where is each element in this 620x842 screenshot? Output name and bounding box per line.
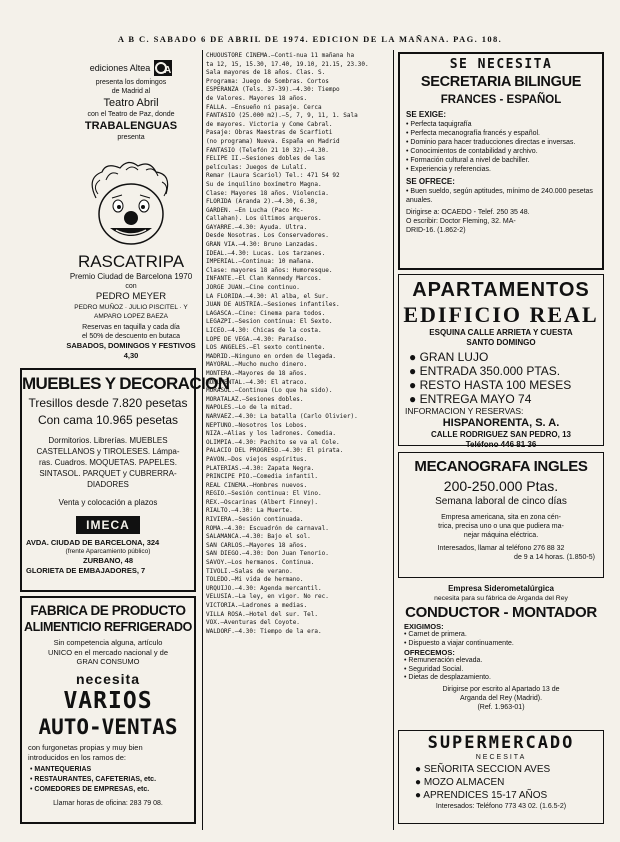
secretary-req-5: • Formación cultural a nivel de bachiller. xyxy=(406,157,530,164)
ad-typist xyxy=(398,452,604,578)
listing-line: MONTERA.—Mayores de 18 años. xyxy=(206,369,308,377)
conductor-offer-3: • Dietas de desplazamiento. xyxy=(404,674,491,681)
listing-line: VELUSIA.—La ley, en vigor. No rec. xyxy=(206,593,329,601)
listing-line: FALLA. —Ensueño ni pasaje. Cerca xyxy=(206,103,322,111)
conductor-offer-head: OFRECEMOS: xyxy=(404,648,455,657)
secretary-offer-head: SE OFRECE: xyxy=(406,177,455,186)
conductor-req-2: • Dispuesto a viajar continuamente. xyxy=(404,639,514,647)
listing-line: MORATALAZ.—Sesiones dobles. xyxy=(206,395,304,403)
listing-line: REX.—Oscarinas (Albert Finney). xyxy=(206,498,318,506)
listing-line: ESPERANZA (Tels. 37-39).—4.30: Tiempo xyxy=(206,86,340,94)
secretary-req-6: • Experiencia y referencias. xyxy=(406,166,491,173)
play-schedule: SABADOS, DOMINGOS Y FESTIVOS 4,30 xyxy=(66,341,196,360)
listing-line: Clase: mayores 18 años: Humoresque. xyxy=(206,266,333,274)
apartments-bullet-1: ● GRAN LUJO xyxy=(409,350,489,364)
cinema-listings xyxy=(206,52,390,836)
listing-line: PRINCIPE PIO.—Comedia infantil. xyxy=(206,473,318,481)
furniture-address-2: (frente Aparcamiento público) xyxy=(65,548,151,555)
typist-contact-2: de 9 a 14 horas. (1.850-5) xyxy=(514,554,595,561)
play-prize: Premio Ciudad de Barcelona 1970 xyxy=(69,272,193,281)
apartments-bullet-4: ● ENTREGA MAYO 74 xyxy=(409,392,532,406)
listing-line: Desde Nosotras. Los Conservadores. xyxy=(206,232,329,240)
furniture-desc-2: CASTELLANOS y TIROLESES. Lámpa- xyxy=(36,447,180,456)
ad-factory xyxy=(20,596,196,824)
secretary-title: SECRETARIA BILINGUE xyxy=(420,74,582,90)
secretary-subtitle: FRANCES - ESPAÑOL xyxy=(440,94,562,106)
furniture-desc-4: SINTASOL. PARQUET y CUBRERRA- xyxy=(39,469,177,478)
column-divider-right xyxy=(393,50,394,830)
listing-line: FELIPE II.—Sesiones dobles de las xyxy=(206,155,326,163)
imeca-logo-text: IMECA xyxy=(86,518,130,532)
listing-line: Sala mayores de 18 años. Clas. S. xyxy=(206,69,326,77)
furniture-price-2: Con cama 10.965 pesetas xyxy=(37,413,179,427)
listing-line: WALDORF.—4.30: Tiempo de la era. xyxy=(206,627,322,635)
factory-title-2: ALIMENTICIO REFRIGERADO xyxy=(24,620,192,634)
conductor-contact-3: (Ref. 1.963-01) xyxy=(477,703,525,711)
factory-bullet-2: • RESTAURANTES, CAFETERIAS, etc. xyxy=(30,775,157,783)
listing-line: TIVOLI.—Salas de verano. xyxy=(206,567,293,575)
apartments-bullet-3: ● RESTO HASTA 100 MESES xyxy=(409,378,572,392)
listing-line: MADRID.—Ninguno en orden de llegada. xyxy=(206,352,337,360)
furniture-address-4: GLORIETA DE EMBAJADORES, 7 xyxy=(26,566,146,575)
listing-line: GRAN VIA.—4.30: Bruno Lanzadas. xyxy=(206,241,318,249)
furniture-desc-5: DIADORES xyxy=(87,480,129,489)
typist-contact-1: Interesados, llamar al teléfono 276 88 32 xyxy=(437,545,565,552)
apartments-address: CALLE RODRIGUEZ SAN PEDRO, 13 xyxy=(430,430,571,439)
theatre-presents: presenta xyxy=(117,134,145,141)
supermarket-title: SUPERMERCADO xyxy=(427,733,575,753)
listing-line: NEPTUNO.—Nosotros los Lobos. xyxy=(206,421,308,429)
theatre-name: Teatro Abril xyxy=(103,97,159,109)
secretary-req-1: • Perfecta taquigrafía xyxy=(406,121,472,128)
typist-desc-1: Empresa americana, sita en zona cén- xyxy=(441,514,561,521)
listing-line: GAYARRE.—4.30: Ayuda. Ultra. xyxy=(206,223,308,231)
listing-line: NAPOLES.—Lo de la mitad. xyxy=(206,404,293,412)
typist-week: Semana laboral de cinco días xyxy=(435,496,567,507)
listing-line: ta 12, 15, 15.30, 17.40, 19.10, 21.15, 23.30. xyxy=(206,60,369,68)
typist-desc-3: nejar máquina eléctrica. xyxy=(463,532,539,539)
typist-salary: 200-250.000 Ptas. xyxy=(443,478,559,494)
listing-line: PAVON.—Dos viejos espíritus. xyxy=(206,455,308,463)
listing-line: INFANTE.—El Clan Kennedy Marcos. xyxy=(206,275,322,283)
factory-intro-2: UNICO en el mercado nacional y de xyxy=(47,647,169,657)
secretary-req-2: • Perfecta mecanografía francés y español. xyxy=(406,130,540,137)
ad-furniture xyxy=(20,368,230,592)
furniture-price-1: Tresillos desde 7.820 pesetas xyxy=(28,396,188,410)
listing-line: ROMA.—4.30: Escuadrón de carnaval. xyxy=(206,524,329,532)
listing-line: REAL CINEMA.—Hombres nuevos. xyxy=(206,481,308,489)
factory-desc-2: introducidos en los ramos de: xyxy=(28,752,126,762)
secretary-contact-3: DRID-16. (1.862-2) xyxy=(406,227,466,234)
listing-line: de Valores. Mayores 18 años. xyxy=(206,94,308,102)
theatre-intro-1: presenta los domingos xyxy=(95,79,167,86)
listing-line: Programa: Juego de Sombras. Cortos xyxy=(206,77,329,85)
listing-line: Su de inquilino boxímetro Magna. xyxy=(206,180,322,188)
listing-line: REGIO.—Sesión continua: El Vino. xyxy=(206,490,322,498)
imeca-logo xyxy=(76,516,140,534)
conductor-offer-2: • Seguridad Social. xyxy=(404,665,464,673)
listing-line: URQUIJO.—4.30: Agenda mercantil. xyxy=(206,584,322,592)
factory-title-3: VARIOS xyxy=(63,687,153,714)
listing-line: LOS ANGELES.—El sexto continente. xyxy=(206,344,326,352)
furniture-address-3: ZURBANO, 48 xyxy=(82,556,133,565)
listing-line: MORASOL.—Continua (Lo que ha sido). xyxy=(206,387,333,395)
listing-line: NARVAEZ.—4.30: La batalla (Carlo Olivier). xyxy=(206,412,358,420)
listing-line: Pasaje: Obras Maestras de Scarfioti xyxy=(206,129,333,137)
conductor-contact-1: Dirigirse por escrito al Apartado 13 de xyxy=(442,685,560,693)
listing-line: PLATERIAS.—4.30: Zapata Negra. xyxy=(206,464,315,472)
secretary-req-head: SE EXIGE: xyxy=(406,110,447,119)
listing-line: SAN CARLOS.—Mayores 18 años. xyxy=(206,541,308,549)
listing-line: MAYORAL.—Mucho mucho dinero. xyxy=(206,361,308,369)
listing-line: GARDEN. —En Lucha (Paco Mc- xyxy=(206,206,304,214)
apartments-title-2: EDIFICIO REAL xyxy=(403,302,599,327)
secretary-top: SE NECESITA xyxy=(449,57,553,72)
clown-illustration xyxy=(76,158,186,250)
listing-line: CHUOUSTORE CINEMA.—Conti-nua 11 mañana ha xyxy=(206,52,355,59)
listing-line: OLIMPIA.—4.30: Pachito se va al Cole. xyxy=(206,438,340,446)
listing-line: Remar (Laura Scariol) Tel.: 471 54 92 xyxy=(206,172,340,180)
page-header: A B C. SABADO 6 DE ABRIL DE 1974. EDICION DE LA MAÑANA. PAG. 108. xyxy=(117,34,503,44)
typist-title: MECANOGRAFA INGLES xyxy=(414,458,588,475)
listing-line: RIALTO.—4.30: La Muerte. xyxy=(206,507,293,515)
listing-line: RIVIERA.—Sesión continuada. xyxy=(206,516,304,524)
furniture-desc-1: Dormitorios. Librerías. MUEBLES xyxy=(48,436,168,445)
listing-line: FANTASIO (Telefón 21 10 32).—4.30. xyxy=(206,146,329,154)
play-cast: PEDRO MUÑOZ · JULIO PISCITEL · Y AMPARO LOPEZ BAEZA xyxy=(74,304,188,320)
listing-line: JORGE JUAN.—Cine continuo. xyxy=(206,284,300,292)
ad-apartments xyxy=(398,274,604,449)
listing-line: PALACIO DEL PROGRESO.—4.30: El pirata. xyxy=(206,447,344,455)
ad-secretary xyxy=(398,52,604,270)
factory-intro-3: GRAN CONSUMO xyxy=(76,657,140,666)
factory-contact: Llamar horas de oficina: 283 79 08. xyxy=(53,799,163,807)
supermarket-contact: Interesados: Teléfono 773 43 02. (1.6.5-2) xyxy=(435,803,567,810)
factory-bullet-3: • COMEDORES DE EMPRESAS, etc. xyxy=(30,785,150,793)
furniture-title: MUEBLES Y DECORACION xyxy=(22,374,230,393)
altea-logo-icon xyxy=(154,60,172,76)
conductor-intro: necesita para su fábrica de Arganda del Rey xyxy=(434,595,568,602)
secretary-req-3: • Dominio para hacer traducciones directas e inversas. xyxy=(406,139,576,146)
apartments-title-1: APARTAMENTOS xyxy=(412,279,590,301)
listing-line: SAVOY.—Los hermanos. Continua. xyxy=(206,559,315,567)
apartments-location-2: SANTO DOMINGO xyxy=(466,338,536,347)
play-with: con xyxy=(125,283,137,290)
apartments-bullet-2: ● ENTRADA 350.000 PTAS. xyxy=(409,364,561,378)
listing-line: VICTORIA.—Ladrones a medias. xyxy=(206,602,308,609)
listing-line: NIZA.—Alias y los ladrones. Comedia. xyxy=(206,430,337,438)
secretary-req-4: • Conocimientos de contabilidad y archivo. xyxy=(406,148,538,155)
listing-line: películas: Juegos de Lulalí. xyxy=(206,163,308,171)
play-lead: PEDRO MEYER xyxy=(95,291,167,302)
supermarket-bullet-2: ● MOZO ALMACEN xyxy=(415,777,505,788)
supermarket-bullet-3: ● APRENDICES 15-17 AÑOS xyxy=(415,790,548,801)
listing-line: LOPE DE VEGA.—4.30: Paraíso. xyxy=(206,335,308,343)
play-note: Reservas en taquilla y cada día xyxy=(82,324,180,331)
play-discount: el 50% de descuento en butaca xyxy=(81,333,181,340)
factory-desc-1: con furgonetas propias y muy bien xyxy=(28,742,143,752)
conductor-title: CONDUCTOR - MONTADOR xyxy=(405,604,597,621)
listing-line: Clase: Mayores 18 años. Violencia. xyxy=(206,189,329,197)
apartments-info: INFORMACION Y RESERVAS: xyxy=(405,406,524,416)
column-divider-left xyxy=(202,50,203,830)
secretary-contact-1: Dirigirse a: OCAEDO - Telef. 250 35 48. xyxy=(406,209,530,216)
listing-line: SALAMANCA.—4.30: Bajo el sol. xyxy=(206,533,311,541)
theatre-intro-3: con el Teatro de Paz, donde xyxy=(87,111,175,118)
apartments-location-1: ESQUINA CALLE ARRIETA Y CUESTA xyxy=(429,328,573,337)
publisher-name: ediciones Altea xyxy=(89,63,151,73)
play-title: RASCATRIPA xyxy=(77,252,185,271)
secretary-contact-2: O escribir: Doctor Fleming, 32. MA- xyxy=(406,218,516,225)
listing-line: de mayores. Victoria y Come Cabral. xyxy=(206,120,333,128)
conductor-req-1: • Carnet de primera. xyxy=(404,631,467,638)
furniture-address-1: AVDA. CIUDAD DE BARCELONA, 324 xyxy=(26,538,160,547)
supermarket-bullet-1: ● SEÑORITA SECCION AVES xyxy=(415,764,551,775)
listing-line: VOX.—Aventuras del Coyote. xyxy=(206,619,300,627)
listing-line: IMPERIAL.—Continua: 10 mañana. xyxy=(206,258,315,266)
supermarket-needs: NECESITA xyxy=(475,754,527,761)
ad-theatre-bottom xyxy=(60,252,202,386)
factory-bullet-1: • MANTEQUERIAS xyxy=(30,765,92,773)
conductor-offer-1: • Remuneración elevada. xyxy=(404,657,483,664)
factory-title-4: AUTO-VENTAS xyxy=(38,714,178,739)
conductor-contact-2: Arganda del Rey (Madrid). xyxy=(459,694,543,702)
listing-line: TOLEDO.—Mi vida de hermano. xyxy=(206,576,304,584)
ad-supermarket xyxy=(398,730,604,824)
listing-line: SAN DIEGO.—4.30: Don Juan Tenorio. xyxy=(206,550,329,558)
typist-desc-2: trica, precisa uno o una que pudiera ma- xyxy=(438,523,564,530)
furniture-terms: Venta y colocación a plazos xyxy=(58,498,158,507)
listing-line: FLORIDA (Aranda 2).—4.30, 6.30, xyxy=(206,198,318,206)
furniture-desc-3: ras. Cuadros. MOQUETAS. PAPELES. xyxy=(39,458,177,467)
svg-text:A: A xyxy=(164,65,172,76)
listing-line: LEGAZPI.—Sesion contínua: El Sexto. xyxy=(206,318,333,326)
listing-line: FANTASIO (25.000 m2).—5, 7, 9, 11, 1. Sala xyxy=(206,112,358,120)
conductor-req-head: EXIGIMOS: xyxy=(404,622,444,631)
ad-conductor xyxy=(398,584,604,724)
company-name: TRABALENGUAS xyxy=(84,120,178,132)
listing-line: IDEAL.—4.30: Lucas. Los tarzanes. xyxy=(206,249,326,257)
listing-line: LICEO.—4.30: Chicas de la costa. xyxy=(206,327,322,334)
factory-needs: necesita xyxy=(75,670,141,687)
listing-line: LAGASCA.—Cine: Cinema para todos. xyxy=(206,309,326,317)
factory-title-1: FABRICA DE PRODUCTO xyxy=(30,603,186,618)
conductor-company: Empresa Siderometalúrgica xyxy=(448,584,554,593)
listing-line: MONUMENTAL.—4.30: El atraco. xyxy=(206,378,308,386)
secretary-offer-1: • Buen sueldo, según aptitudes, mínimo de 240.000 pesetas anuales. xyxy=(406,188,593,204)
apartments-company: HISPANORENTA, S. A. xyxy=(442,417,560,429)
theatre-intro-2: de Madrid al xyxy=(111,88,151,95)
listing-line: JUAN DE AUSTRIA.—Sesiones infantiles. xyxy=(206,301,340,309)
listing-line: Callahan). Los últimos arqueros. xyxy=(206,215,322,223)
listing-line: VILLA ROSA.—Hotel del sur. Tel. xyxy=(206,610,318,618)
apartments-phone: Teléfono 446 81 36 xyxy=(465,440,537,449)
listing-line: (no programa) Nueva. España en Madrid xyxy=(206,137,340,145)
listing-line: LA FLORIDA.—4.30: Al alba, el Sur. xyxy=(206,292,329,300)
factory-intro-1: Sin competencia alguna, artículo xyxy=(53,638,163,647)
